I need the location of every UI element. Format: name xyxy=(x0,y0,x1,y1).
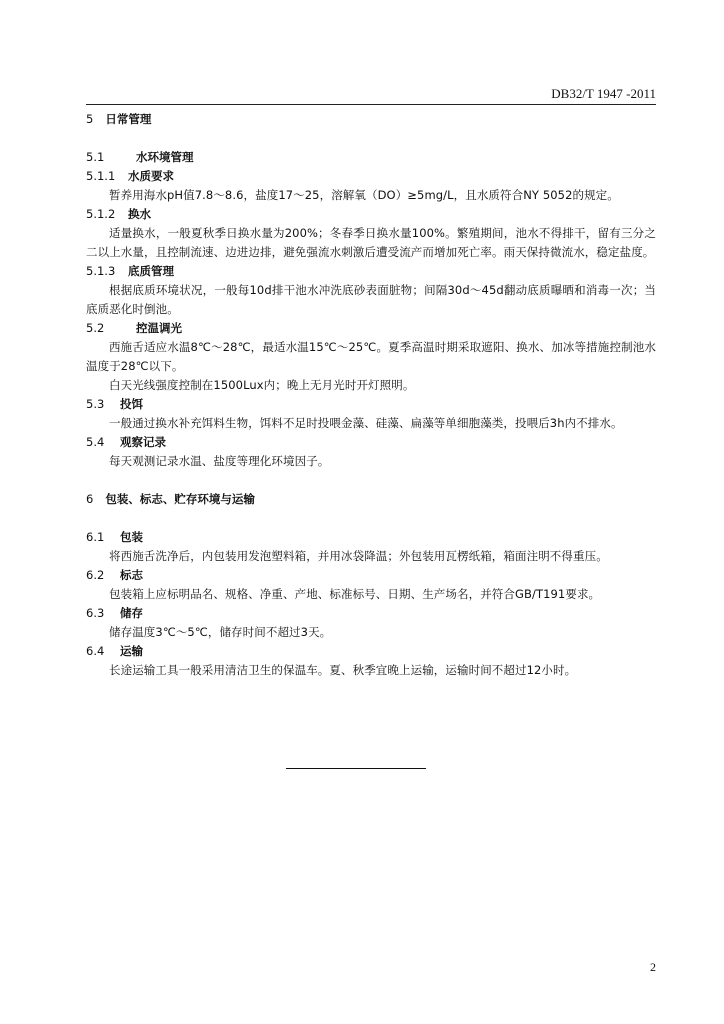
section-number: 5.4 xyxy=(86,435,105,449)
section-number: 5.1.3 xyxy=(86,264,116,278)
section-title: 水质要求 xyxy=(128,169,174,183)
paragraph: 每天观测记录水温、盐度等理化环境因子。 xyxy=(109,454,330,468)
section-number: 5 xyxy=(86,112,94,126)
section-title: 投饵 xyxy=(120,397,143,411)
section-title: 包装 xyxy=(120,530,143,544)
section-number: 6 xyxy=(86,492,94,506)
section-title: 标志 xyxy=(120,568,143,582)
section-number: 5.2 xyxy=(86,321,105,335)
header-rule xyxy=(86,104,656,105)
section-5-4-heading xyxy=(86,433,656,452)
paragraph: 储存温度3℃～5℃，储存时间不超过3天。 xyxy=(109,625,332,639)
spacer xyxy=(86,509,656,528)
document-body xyxy=(86,110,656,680)
section-title: 日常管理 xyxy=(105,112,152,126)
standard-code: DB32/T 1947 -2011 xyxy=(551,86,656,101)
section-6-heading xyxy=(86,490,656,509)
section-title: 运输 xyxy=(120,644,143,658)
section-6-1-heading xyxy=(86,528,656,547)
section-number: 5.1.1 xyxy=(86,169,116,183)
paragraph: 包装箱上应标明品名、规格、净重、产地、标准标号、日期、生产场名，并符合GB/T191要求。 xyxy=(109,587,601,601)
section-number: 6.2 xyxy=(86,568,105,582)
paragraph: 将西施舌洗净后，内包装用发泡塑料箱，并用冰袋降温；外包装用瓦楞纸箱，箱面注明不得重压。 xyxy=(109,549,608,563)
section-5-3-heading xyxy=(86,395,656,414)
paragraph: 白天光线强度控制在1500Lux内；晚上无月光时开灯照明。 xyxy=(109,378,415,392)
section-title: 储存 xyxy=(120,606,143,620)
section-5-1-heading xyxy=(86,148,656,167)
section-6-2-heading xyxy=(86,566,656,585)
section-title: 水环境管理 xyxy=(136,150,194,164)
section-5-2-heading xyxy=(86,319,656,338)
section-6-3-heading xyxy=(86,604,656,623)
section-number: 5.1 xyxy=(86,150,105,164)
section-5-1-2-heading xyxy=(86,205,656,224)
section-number: 5.3 xyxy=(86,397,105,411)
section-title: 观察记录 xyxy=(120,435,166,449)
end-of-document-rule xyxy=(286,768,426,769)
section-5-heading xyxy=(86,110,656,129)
section-number: 5.1.2 xyxy=(86,207,116,221)
paragraph: 根据底质环境状况，一般每10d排干池水冲洗底砂表面脏物；间隔30d～45d翻动底质曝晒和消毒一次；当底质恶化时倒池。 xyxy=(86,283,656,316)
section-title: 包装、标志、贮存环境与运输 xyxy=(105,492,255,506)
section-title: 换水 xyxy=(128,207,151,221)
section-5-1-3-heading xyxy=(86,262,656,281)
section-6-4-heading xyxy=(86,642,656,661)
section-number: 6.4 xyxy=(86,644,105,658)
paragraph: 一般通过换水补充饵料生物，饵料不足时投喂金藻、硅藻、扁藻等单细胞藻类，投喂后3h内不排水。 xyxy=(109,416,623,430)
section-number: 6.1 xyxy=(86,530,105,544)
section-title: 控温调光 xyxy=(136,321,182,335)
section-title: 底质管理 xyxy=(128,264,174,278)
section-number: 6.3 xyxy=(86,606,105,620)
spacer xyxy=(86,129,656,148)
paragraph: 适量换水，一般夏秋季日换水量为200%；冬春季日换水量100%。繁殖期间，池水不得排干，留有三分之二以上水量，且控制流速、边进边排，避免强流水刺激后遭受流产而增加死亡率。雨天保持微流水，稳定盐度。 xyxy=(86,226,656,259)
section-5-1-1-heading xyxy=(86,167,656,186)
paragraph: 暂养用海水pH值7.8～8.6，盐度17～25，溶解氧（DO）≥5mg/L，且水质符合NY 5052的规定。 xyxy=(109,188,619,202)
spacer xyxy=(86,471,656,490)
paragraph: 西施舌适应水温8℃～28℃，最适水温15℃～25℃。夏季高温时期采取遮阳、换水、加冰等措施控制池水温度于28℃以下。 xyxy=(86,340,656,373)
page-number: 2 xyxy=(650,960,656,974)
paragraph: 长途运输工具一般采用清洁卫生的保温车。夏、秋季宜晚上运输，运输时间不超过12小时。 xyxy=(109,663,577,677)
